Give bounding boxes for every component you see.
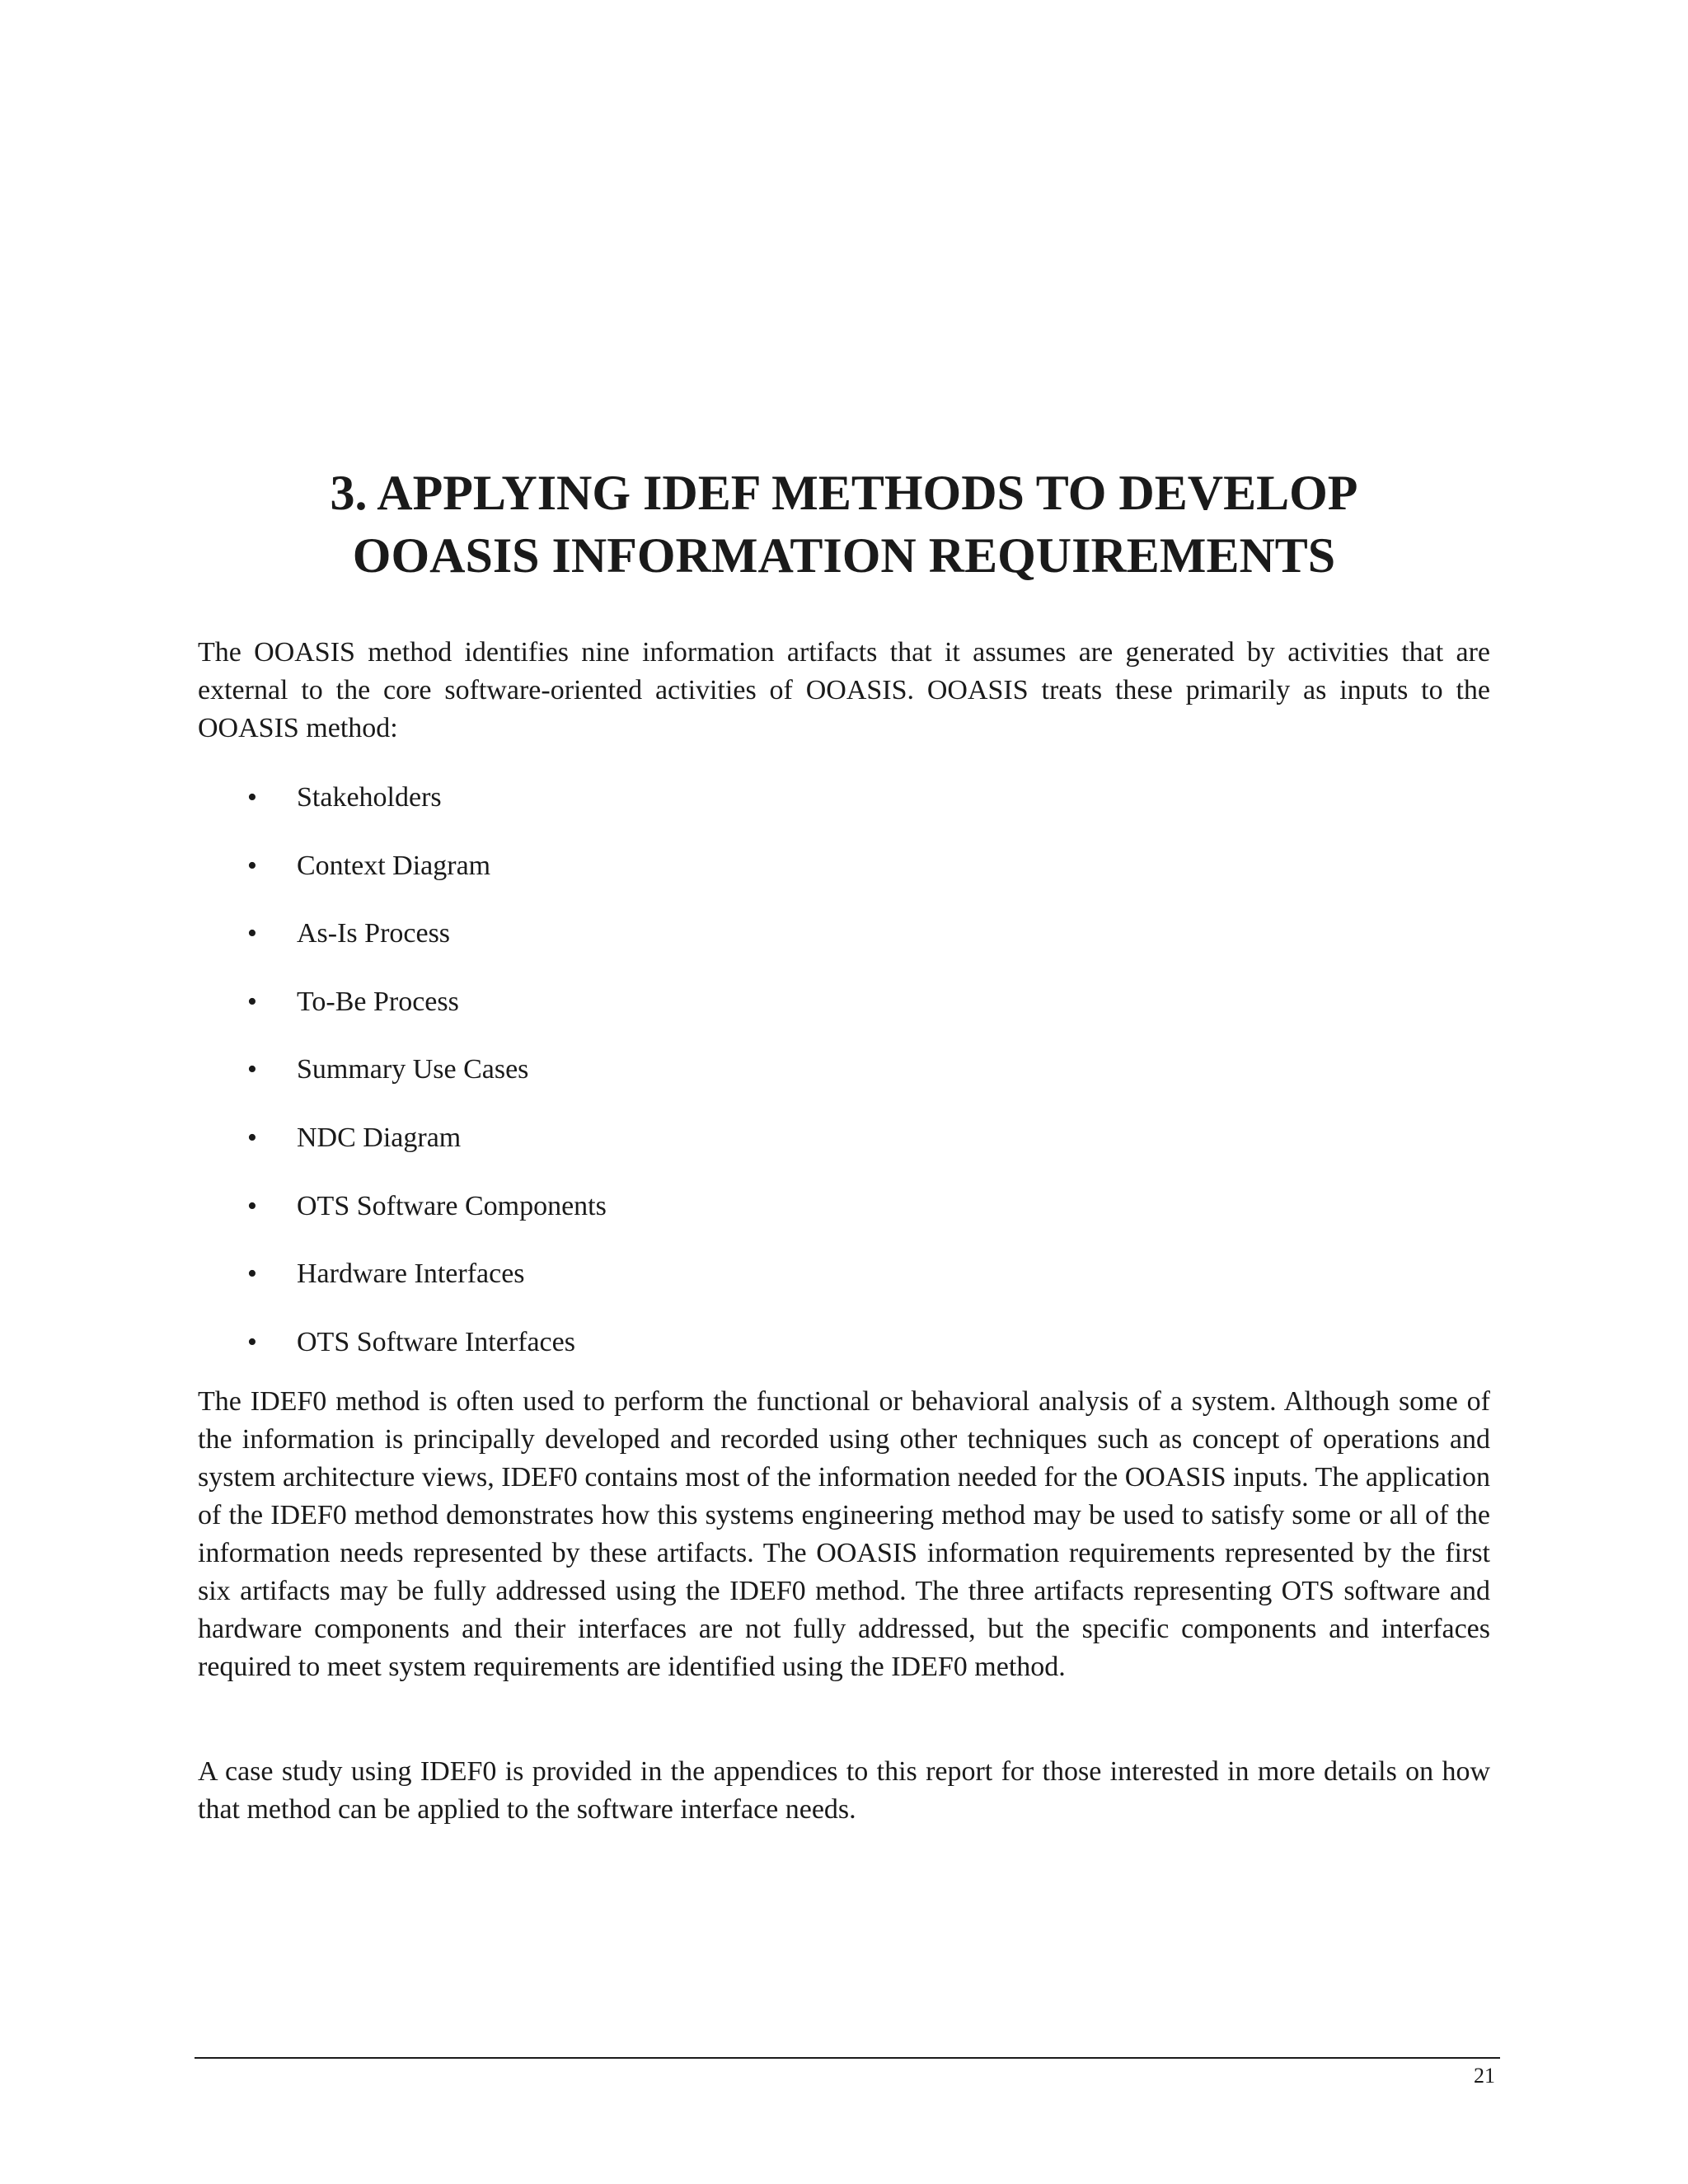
section-heading	[198, 462, 1490, 587]
list-item-text: NDC Diagram	[297, 1122, 462, 1153]
list-item-text: OTS Software Interfaces	[297, 1326, 575, 1357]
list-item	[198, 1119, 1352, 1188]
section-heading-line-1: 3. APPLYING IDEF METHODS TO DEVELOP	[330, 466, 1358, 520]
list-item	[198, 1188, 1352, 1256]
bullet-glyph: •	[247, 986, 257, 1017]
intro-paragraph: The OOASIS method identifies nine information artifacts that it assumes are generated by activities that are external to the core software-oriented activities of OOASIS. OOASIS treats these primarily as inputs to the OOASIS method:	[198, 637, 1490, 743]
page-number: 21	[1474, 2064, 1495, 2088]
case-study-paragraph: A case study using IDEF0 is provided in the appendices to this report for those interested in more details on how that method can be applied to the software interface needs.	[198, 1756, 1490, 1825]
bullet-glyph: •	[247, 782, 257, 813]
list-item-text: As-Is Process	[297, 918, 451, 949]
list-item	[198, 847, 1352, 916]
list-item-text: To-Be Process	[297, 986, 459, 1017]
list-item-text: Hardware Interfaces	[297, 1258, 525, 1290]
list-item	[198, 779, 1352, 847]
idef0-paragraph: The IDEF0 method is often used to perform the functional or behavioral analysis of a system. Although some of the information is principally developed and recorded using other techniques such as concept of operations and system architecture views, IDEF0 contains most of the information needed for the OOASIS inputs. The application of the IDEF0 method demonstrates how this systems engineering method may be used to satisfy some or all of the information needs represented by these artifacts. The OOASIS information requirements represented by the first six artifacts may be fully addressed using the IDEF0 method. The three artifacts representing OTS software and hardware components and their interfaces are not fully addressed, but the specific components and interfaces required to meet system requirements are identified using the IDEF0 method.	[198, 1386, 1490, 1682]
list-item	[198, 1255, 1352, 1324]
bullet-glyph: •	[247, 1122, 257, 1153]
footer-divider	[195, 2057, 1500, 2059]
artifact-list	[198, 779, 1352, 1391]
section-heading-line-2: OOASIS INFORMATION REQUIREMENTS	[352, 528, 1336, 583]
list-item-text: Context Diagram	[297, 850, 491, 881]
bullet-glyph: •	[247, 1258, 257, 1290]
bullet-glyph: •	[247, 1326, 257, 1357]
list-item	[198, 983, 1352, 1052]
list-item	[198, 915, 1352, 983]
bullet-glyph: •	[247, 850, 257, 881]
bullet-glyph: •	[247, 1054, 257, 1085]
list-item	[198, 1051, 1352, 1119]
list-item-text: OTS Software Components	[297, 1190, 607, 1221]
bullet-glyph: •	[247, 918, 257, 949]
bullet-glyph: •	[247, 1190, 257, 1221]
list-item-text: Summary Use Cases	[297, 1054, 529, 1085]
list-item-text: Stakeholders	[297, 782, 442, 813]
list-item	[198, 1324, 1352, 1392]
